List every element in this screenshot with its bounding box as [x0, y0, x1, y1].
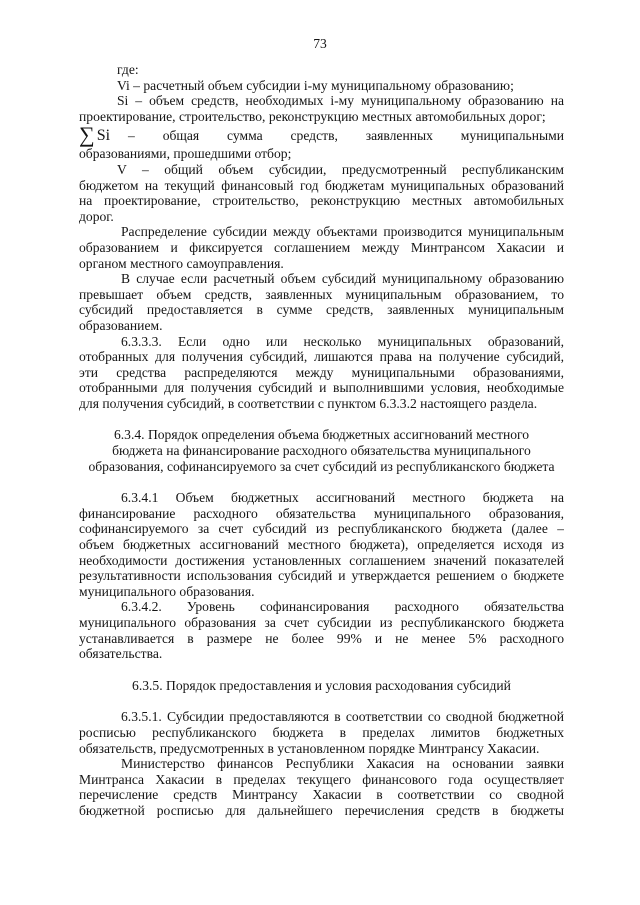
paragraph-distribution [79, 224, 564, 271]
paragraph-exceed [79, 271, 564, 333]
paragraph-line: органом местного самоуправления. [79, 255, 284, 271]
definitions-block [79, 62, 564, 224]
where-label: где: [117, 62, 139, 77]
definition-sum-row [79, 124, 564, 146]
paragraph-line: бюджетной росписью для дальнейшего перечисления средств в бюджеты [79, 802, 564, 818]
paragraph-line: 6.3.4.1 Объем бюджетных ассигнований местного бюджета на [121, 490, 564, 506]
paragraph-line: объем бюджетных ассигнований местного бюджета), определяется исходя из [79, 537, 564, 553]
definition-v-line: бюджетом на текущий финансовый год бюджетам муниципальных образований [79, 177, 564, 193]
paragraph-line: отобранных для получения субсидий, лишаются права на получение субсидий, [79, 349, 564, 365]
page-content [79, 62, 564, 819]
paragraph-line: превышает объем средств, заявленных муниципальным образованием, то [79, 286, 564, 302]
paragraph-line: субсидий предоставляется в сумме средств, заявленных муниципальным [79, 302, 564, 318]
heading-line: образования, софинансируемого за счет субсидий из республиканского бюджета [88, 458, 555, 474]
paragraph-line: эти средства распределяются между муниципальными образованиями, [79, 364, 564, 380]
heading-line: 6.3.4. Порядок определения объема бюджетных ассигнований местного [113, 427, 530, 443]
heading-line: 6.3.5. Порядок предоставления и условия расходования субсидий [132, 677, 511, 693]
definition-v-line: V – общий объем субсидии, предусмотренный республиканским [117, 161, 564, 177]
paragraph-line: финансирование расходного обязательства муниципального образования, [79, 505, 564, 521]
paragraph-line: В случае если расчетный объем субсидий муниципальному образованию [121, 271, 564, 287]
definition-si-line: проектирование, строительство, реконструкцию местных автомобильных дорог; [79, 108, 546, 124]
paragraph-line: Министерство финансов Республики Хакасия на основании заявки [121, 756, 564, 772]
paragraph-6-3-5-1 [79, 709, 564, 756]
paragraph-6-3-3-3 [79, 334, 564, 412]
paragraph-line: софинансируемого за счет субсидий из республиканского бюджета (далее – [79, 521, 564, 537]
section-heading-6-3-5 [79, 678, 564, 694]
definition-si-line: Si – объем средств, необходимых i-му муниципальному образованию на [117, 93, 564, 109]
page-number: 73 [313, 36, 327, 51]
heading-line: бюджета на финансирование расходного обязательства муниципального [112, 443, 531, 459]
paragraph-line: муниципального образования. [79, 583, 255, 599]
paragraph-line: 6.3.4.2. Уровень софинансирования расходного обязательства [121, 599, 564, 615]
paragraph-6-3-4-2 [79, 599, 564, 661]
paragraph-line: обязательств, предусмотренных в установленном порядке Минтрансу Хакасии. [79, 740, 540, 756]
definition-sum-text: – общая сумма средств, заявленных муниципальными [128, 127, 564, 143]
paragraph-line: Распределение субсидии между объектами производится муниципальным [121, 224, 564, 240]
paragraph-line: для получения субсидий, в соответствии с пунктом 6.3.3.2 настоящего раздела. [79, 395, 538, 411]
sum-symbol: ∑ [79, 122, 95, 148]
paragraph-line: образованием. [79, 317, 163, 333]
paragraph-line: муниципального образования за счет субсидии из республиканского бюджета [79, 615, 564, 630]
paragraph-line: 6.3.5.1. Субсидии предоставляются в соответствии со сводной бюджетной [121, 709, 564, 725]
section-heading-6-3-4 [79, 427, 564, 474]
definition-v-line: на проектирование, строительство, реконструкцию местных автомобильных [79, 193, 564, 209]
paragraph-line: образованием и фиксируется соглашением между Минтрансом Хакасии и [79, 239, 564, 255]
definition-vi: Vi – расчетный объем субсидии i-му муниципальному образованию; [117, 77, 514, 93]
paragraph-line: перечисление средств Минтрансу Хакасии в соответствии со сводной [79, 787, 564, 803]
paragraph-line: 6.3.3.3. Если одно или несколько муниципальных образований, [121, 333, 564, 349]
paragraph-line: устанавливается в размере не более 99% и не менее 5% расходного [79, 630, 564, 646]
paragraph-line: Минтранса Хакасии в пределах текущего финансового года осуществляет [79, 771, 564, 787]
sum-variable: Si [96, 126, 111, 144]
definition-sum-line: образованиями, прошедшими отбор; [79, 146, 292, 162]
paragraph-minfin [79, 756, 564, 818]
definition-v-line: дорог. [79, 208, 114, 224]
paragraph-6-3-4-1 [79, 490, 564, 599]
paragraph-line: необходимости достижения установленных соглашением значений показателей [79, 552, 564, 568]
paragraph-line: результативности использования субсидий и утверждается решением о бюджете [79, 568, 564, 584]
paragraph-line: отобранными для получения субсидий и выполнившими условия, необходимые [79, 380, 564, 396]
paragraph-line: обязательства. [79, 646, 163, 662]
paragraph-line: росписью республиканского бюджета в пределах лимитов бюджетных [79, 724, 564, 740]
